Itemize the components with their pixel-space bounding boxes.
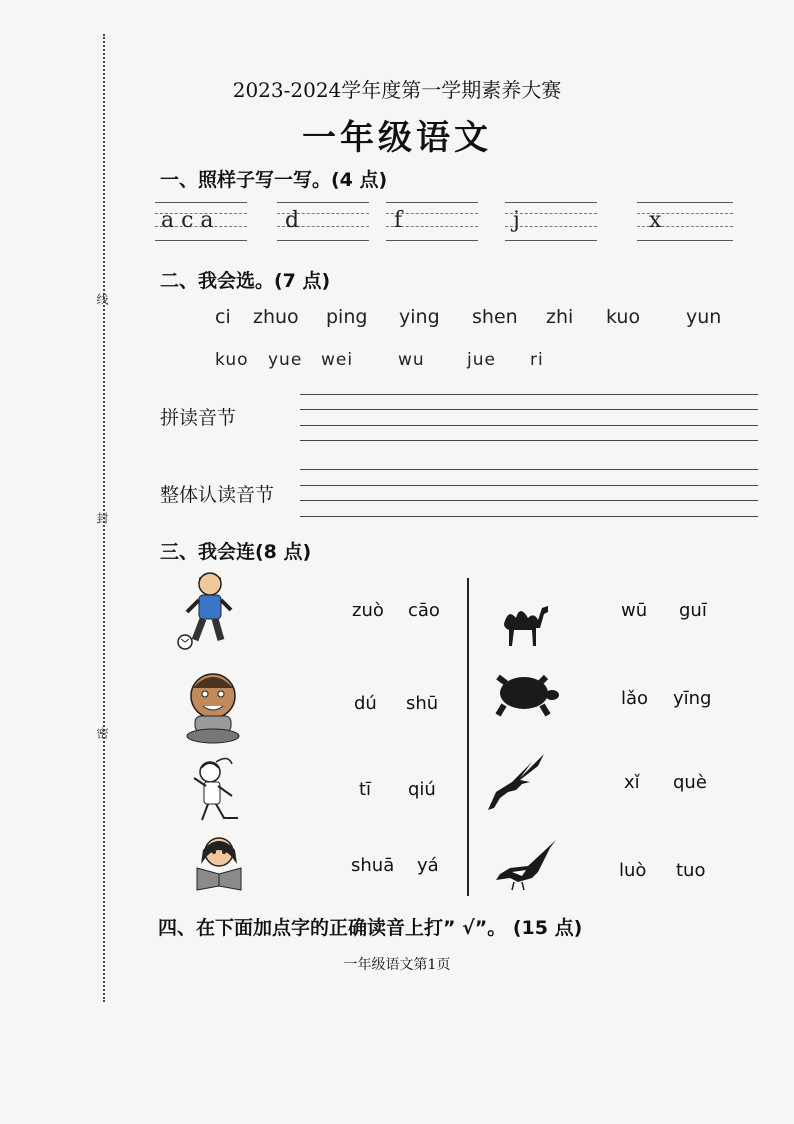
label-zhengti-renduyinjie: 整体认读音节 xyxy=(160,484,275,506)
exam-subtitle: 2023-2024学年度第一学期素养大赛 xyxy=(232,78,562,102)
pinyin-pair-left-2-b: shū xyxy=(406,693,439,714)
answer-line xyxy=(300,469,758,470)
pinyin-pair-right-2-a: lǎo xyxy=(621,688,649,709)
page-footer: 一年级语文第1页 xyxy=(343,957,451,973)
pinyin-pair-left-3-a: tī xyxy=(359,779,372,800)
writing-cell-2-text: d xyxy=(285,208,300,233)
pinyin-pair-right-4-a: luò xyxy=(619,860,647,881)
pinyin-option: kuo xyxy=(606,306,641,328)
pinyin-pair-left-3-b: qiú xyxy=(408,779,436,800)
writing-cell-4-text: j xyxy=(513,208,520,233)
boy-eating-icon xyxy=(183,672,245,746)
pinyin-pair-left-2-a: dú xyxy=(354,693,377,714)
answer-line xyxy=(300,409,758,410)
writing-cell-5 xyxy=(637,202,733,244)
pinyin-pair-left-4-b: yá xyxy=(417,855,439,876)
binding-word-seal: 封 xyxy=(95,512,109,524)
pinyin-option: ri xyxy=(530,350,544,370)
pinyin-option: jue xyxy=(467,350,496,370)
writing-cell-3-text: f xyxy=(394,208,403,233)
pinyin-option: yun xyxy=(686,306,722,328)
writing-cell-4 xyxy=(505,202,597,244)
pinyin-option: shen xyxy=(472,306,518,328)
writing-cell-2 xyxy=(277,202,369,244)
answer-line xyxy=(300,394,758,395)
pinyin-pair-left-4-a: shuā xyxy=(351,855,395,876)
writing-cell-1-text: a c a xyxy=(161,208,214,233)
pinyin-option: yue xyxy=(268,350,303,370)
pinyin-pair-right-4-b: tuo xyxy=(676,860,706,881)
pinyin-option: ping xyxy=(326,306,368,328)
exam-title: 一年级语文 xyxy=(302,118,492,158)
pinyin-pair-left-1-a: zuò xyxy=(352,600,384,621)
girl-exercise-icon xyxy=(188,756,252,828)
pinyin-pair-right-3-b: què xyxy=(673,772,707,793)
turtle-icon xyxy=(490,671,560,717)
pinyin-option: ci xyxy=(215,306,231,328)
pinyin-pair-right-3-a: xǐ xyxy=(624,772,640,793)
boy-football-icon xyxy=(175,570,237,654)
answer-line xyxy=(300,500,758,501)
section4-heading: 四、在下面加点字的正确读音上打” √”。 (15 点) xyxy=(158,917,583,939)
pinyin-option: zhi xyxy=(546,306,574,328)
pinyin-pair-left-1-b: cāo xyxy=(408,600,440,621)
writing-cell-1 xyxy=(155,202,247,244)
binding-word-dense: 密 xyxy=(95,727,109,739)
pinyin-pair-right-2-b: yīng xyxy=(673,688,712,709)
answer-line xyxy=(300,516,758,517)
binding-word-line: 线 xyxy=(95,293,109,305)
section2-heading: 二、我会选。(7 点) xyxy=(160,270,331,292)
answer-line xyxy=(300,425,758,426)
pinyin-option: wei xyxy=(321,350,354,370)
pinyin-option: zhuo xyxy=(253,306,299,328)
column-divider xyxy=(467,578,469,896)
section3-heading: 三、我会连(8 点) xyxy=(160,541,312,563)
label-pindu-yinjie: 拼读音节 xyxy=(160,407,237,429)
answer-line xyxy=(300,440,758,441)
magpie-icon xyxy=(492,838,558,892)
eagle-icon xyxy=(486,752,546,814)
girl-reading-icon xyxy=(193,834,245,892)
pinyin-option: wu xyxy=(398,350,425,370)
pinyin-pair-right-1-a: wū xyxy=(621,600,648,621)
pinyin-option: ying xyxy=(399,306,440,328)
answer-line xyxy=(300,485,758,486)
camel-icon xyxy=(500,598,552,650)
writing-cell-3 xyxy=(386,202,478,244)
section1-heading: 一、照样子写一写。(4 点) xyxy=(160,169,388,191)
pinyin-pair-right-1-b: guī xyxy=(679,600,707,621)
pinyin-option: kuo xyxy=(215,350,249,370)
writing-cell-5-text: x xyxy=(649,208,662,233)
